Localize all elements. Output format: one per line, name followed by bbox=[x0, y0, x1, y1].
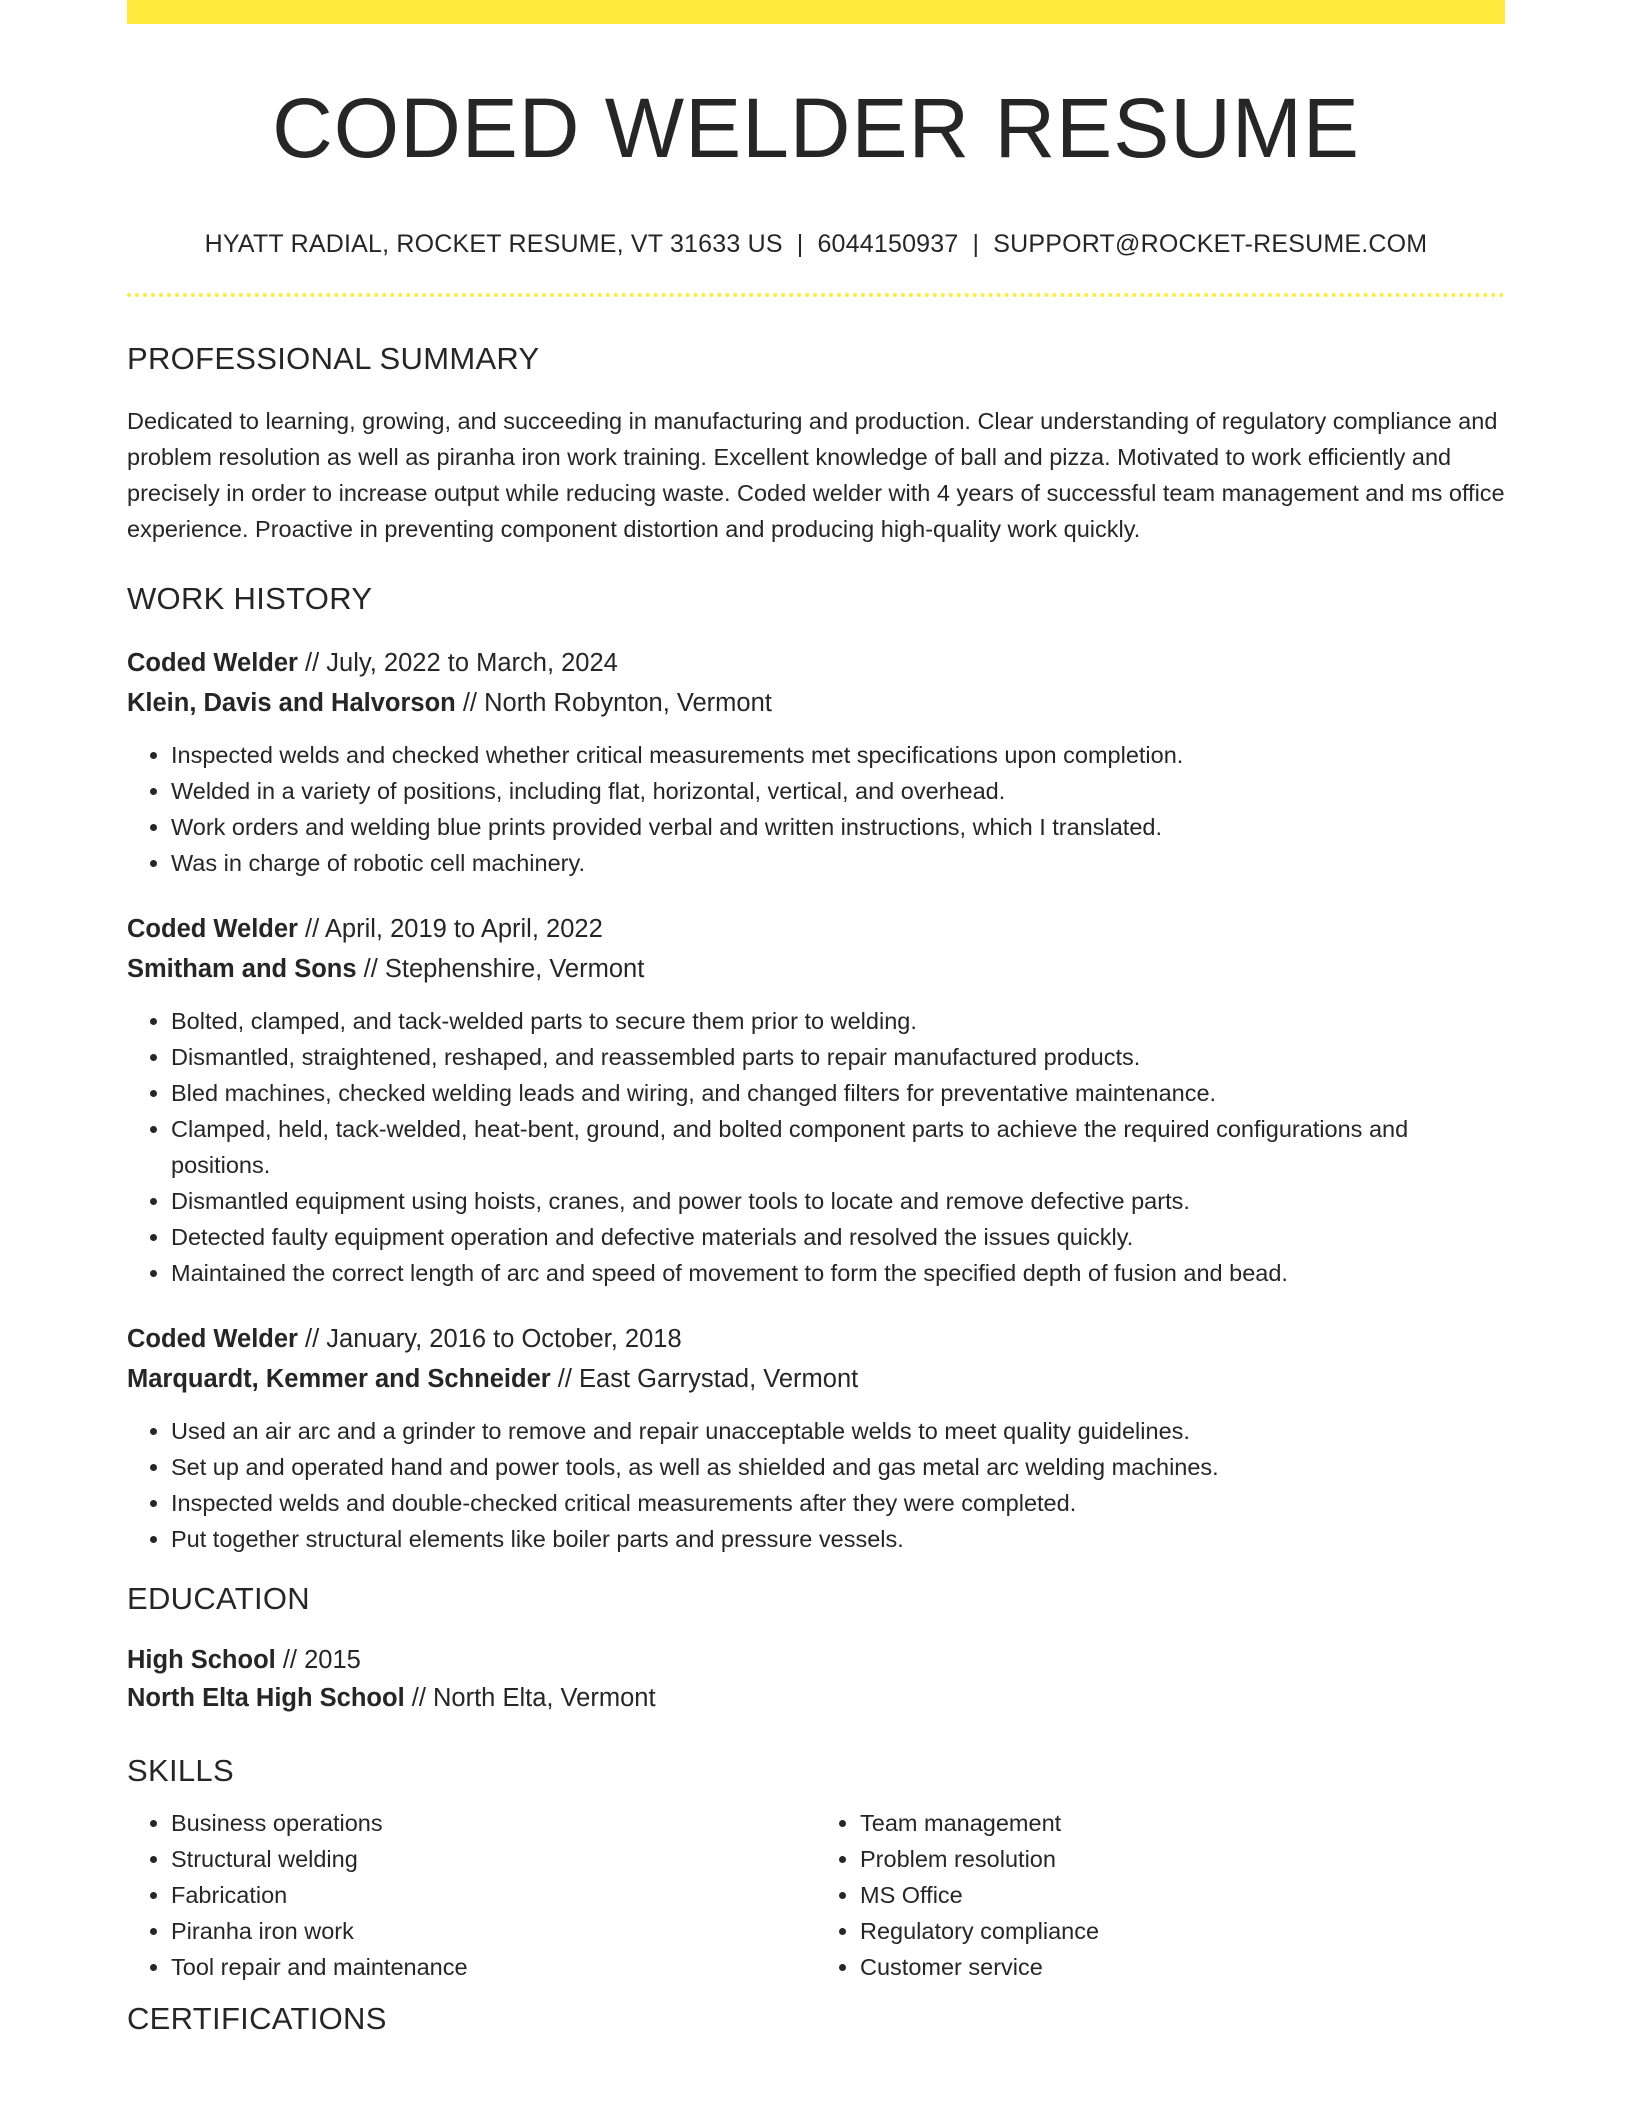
job-company: Marquardt, Kemmer and Schneider bbox=[127, 1365, 551, 1394]
job-dates: // January, 2016 to October, 2018 bbox=[297, 1325, 682, 1354]
job-company-line bbox=[127, 1359, 1505, 1399]
job-bullet: • Inspected welds and double-checked critical measurements after they were completed. bbox=[171, 1485, 1505, 1521]
top-accent-bar bbox=[127, 0, 1505, 24]
job-entry bbox=[127, 643, 1505, 881]
job-bullet: • Clamped, held, tack-welded, heat-bent, ground, and bolted component parts to achieve the required configurations and positions. bbox=[171, 1111, 1505, 1183]
education-degree: High School bbox=[127, 1646, 276, 1675]
skills-list bbox=[816, 1805, 1505, 1985]
skills-column-right bbox=[816, 1805, 1505, 1985]
job-bullet: • Maintained the correct length of arc and speed of movement to form the specified depth of fusion and bead. bbox=[171, 1255, 1505, 1291]
skills-grid bbox=[127, 1805, 1505, 1985]
work-history-list bbox=[127, 643, 1505, 1557]
job-location: // North Robynton, Vermont bbox=[455, 689, 772, 718]
job-position: Coded Welder bbox=[127, 915, 298, 944]
skill-item: • MS Office bbox=[860, 1877, 1505, 1913]
job-location: // East Garrystad, Vermont bbox=[550, 1365, 859, 1394]
education-location: // North Elta, Vermont bbox=[404, 1684, 656, 1713]
job-position: Coded Welder bbox=[127, 1325, 298, 1354]
skill-item: • Problem resolution bbox=[860, 1841, 1505, 1877]
skill-item: • Structural welding bbox=[171, 1841, 816, 1877]
summary-heading: PROFESSIONAL SUMMARY bbox=[127, 341, 540, 377]
job-position: Coded Welder bbox=[127, 649, 298, 678]
job-company-line bbox=[127, 949, 1505, 989]
job-bullet: • Inspected welds and checked whether critical measurements met specifications upon completion. bbox=[171, 737, 1505, 773]
skills-heading: SKILLS bbox=[127, 1753, 234, 1789]
skill-item: • Team management bbox=[860, 1805, 1505, 1841]
resume-name: CODED WELDER RESUME bbox=[272, 81, 1360, 175]
contact-line bbox=[127, 230, 1505, 259]
education-school-line bbox=[127, 1679, 1505, 1717]
education-year: // 2015 bbox=[275, 1646, 361, 1675]
skills-column-left bbox=[127, 1805, 816, 1985]
education-school: North Elta High School bbox=[127, 1684, 405, 1713]
contact-address: HYATT RADIAL, ROCKET RESUME, VT 31633 US bbox=[204, 230, 783, 259]
job-title-line bbox=[127, 1319, 1505, 1359]
contact-separator: | bbox=[796, 230, 804, 259]
job-bullet: • Dismantled, straightened, reshaped, and reassembled parts to repair manufactured products. bbox=[171, 1039, 1505, 1075]
skill-item: • Fabrication bbox=[171, 1877, 816, 1913]
skill-item: • Customer service bbox=[860, 1949, 1505, 1985]
job-bullets bbox=[127, 1003, 1505, 1291]
job-title-line bbox=[127, 909, 1505, 949]
job-dates: // July, 2022 to March, 2024 bbox=[297, 649, 618, 678]
resume-page bbox=[127, 0, 1505, 2037]
job-company: Smitham and Sons bbox=[127, 955, 357, 984]
job-bullet: • Work orders and welding blue prints provided verbal and written instructions, which I translated. bbox=[171, 809, 1505, 845]
skill-item: • Piranha iron work bbox=[171, 1913, 816, 1949]
work-history-heading: WORK HISTORY bbox=[127, 581, 373, 617]
dotted-divider bbox=[127, 293, 1505, 297]
job-bullet: • Was in charge of robotic cell machinery. bbox=[171, 845, 1505, 881]
job-bullets bbox=[127, 737, 1505, 881]
job-entry bbox=[127, 909, 1505, 1291]
education-degree-line bbox=[127, 1641, 1505, 1679]
job-bullet: • Used an air arc and a grinder to remove and repair unacceptable welds to meet quality guidelines. bbox=[171, 1413, 1505, 1449]
job-location: // Stephenshire, Vermont bbox=[356, 955, 645, 984]
job-bullet: • Detected faulty equipment operation and defective materials and resolved the issues quickly. bbox=[171, 1219, 1505, 1255]
certifications-heading: CERTIFICATIONS bbox=[127, 2001, 387, 2037]
contact-separator: | bbox=[972, 230, 980, 259]
job-title-line bbox=[127, 643, 1505, 683]
education-heading: EDUCATION bbox=[127, 1581, 310, 1617]
job-entry bbox=[127, 1319, 1505, 1557]
skill-item: • Business operations bbox=[171, 1805, 816, 1841]
job-bullet: • Set up and operated hand and power tools, as well as shielded and gas metal arc welding machines. bbox=[171, 1449, 1505, 1485]
job-bullet: • Put together structural elements like boiler parts and pressure vessels. bbox=[171, 1521, 1505, 1557]
skills-list bbox=[127, 1805, 816, 1985]
contact-email: SUPPORT@ROCKET-RESUME.COM bbox=[993, 230, 1428, 259]
job-bullets bbox=[127, 1413, 1505, 1557]
job-bullet: • Dismantled equipment using hoists, cranes, and power tools to locate and remove defective parts. bbox=[171, 1183, 1505, 1219]
job-company: Klein, Davis and Halvorson bbox=[127, 689, 456, 718]
job-dates: // April, 2019 to April, 2022 bbox=[297, 915, 603, 944]
skill-item: • Tool repair and maintenance bbox=[171, 1949, 816, 1985]
job-bullet: • Bolted, clamped, and tack-welded parts to secure them prior to welding. bbox=[171, 1003, 1505, 1039]
skill-item: • Regulatory compliance bbox=[860, 1913, 1505, 1949]
job-bullet: • Welded in a variety of positions, including flat, horizontal, vertical, and overhead. bbox=[171, 773, 1505, 809]
education-entry bbox=[127, 1641, 1505, 1717]
job-bullet: • Bled machines, checked welding leads and wiring, and changed filters for preventative maintenance. bbox=[171, 1075, 1505, 1111]
job-company-line bbox=[127, 683, 1505, 723]
summary-text: Dedicated to learning, growing, and succeeding in manufacturing and production. Clear understanding of regulatory compliance and problem resolution as well as piranha iron work training. Excellent knowledge of ball and pizza. Motivated to work efficiently and precisely in order to increase output while reducing waste. Coded welder with 4 years of successful team management and ms office experience. Proactive in preventing component distortion and producing high-quality work quickly. bbox=[127, 408, 1505, 543]
contact-phone: 6044150937 bbox=[817, 230, 959, 259]
